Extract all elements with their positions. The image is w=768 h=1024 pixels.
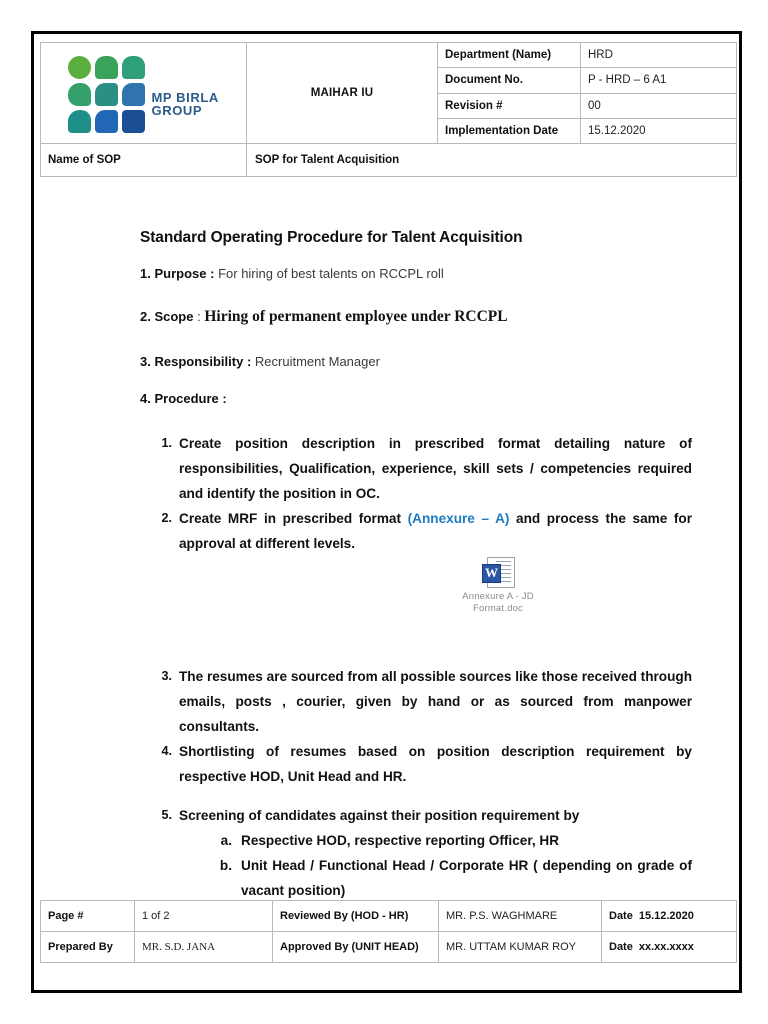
unit-title: MAIHAR IU xyxy=(247,43,438,144)
logo-tile-5 xyxy=(95,83,118,106)
footer-date-value: xx.xx.xxxx xyxy=(638,941,694,953)
sub-list-item-number: a. xyxy=(220,833,232,848)
field-label-department: Department (Name) xyxy=(438,43,581,68)
list-item-text-before: Create MRF in prescribed format xyxy=(179,511,408,526)
section-separator-1: : xyxy=(210,266,215,281)
section-value-purpose: For hiring of best talents on RCCPL roll xyxy=(218,266,444,281)
attachment-filename-line1: Annexure A - JD xyxy=(462,591,534,602)
page-title: Standard Operating Procedure for Talent Acquisition xyxy=(140,229,523,246)
footer-value-prepared-by: MR. S.D. JANA xyxy=(135,932,273,963)
sub-list-item-text: Unit Head / Functional Head / Corporate HR ( depending on grade of vacant position) xyxy=(241,858,692,898)
logo-wordmark-line2: GROUP xyxy=(151,103,203,118)
list-item xyxy=(152,739,692,789)
attachment-spacer xyxy=(152,556,692,664)
logo-tile-8 xyxy=(95,110,118,133)
annexure-reference-link[interactable]: (Annexure – A) xyxy=(407,511,510,526)
list-item-number: 1. xyxy=(161,436,172,450)
list-item-text-after: and process the same for approval at different levels. xyxy=(179,511,693,551)
list-spacer xyxy=(152,789,692,803)
section-procedure xyxy=(140,391,227,406)
list-item-number: 3. xyxy=(161,669,172,683)
list-item xyxy=(152,803,692,903)
field-value-document-no: P - HRD – 6 A1 xyxy=(581,68,737,93)
sub-list-item xyxy=(217,853,692,903)
logo-tile-2 xyxy=(95,56,118,79)
section-number-2: 2. xyxy=(140,309,151,324)
attachment-filename xyxy=(452,591,544,615)
procedure-sub-list xyxy=(179,828,692,903)
field-value-department: HRD xyxy=(581,43,737,68)
table-row xyxy=(41,43,737,68)
document-header-table xyxy=(40,42,737,177)
document-body xyxy=(34,194,739,898)
document-text-line xyxy=(496,561,511,562)
section-label-scope: Scope xyxy=(154,309,194,324)
section-value-scope: Hiring of permanent employee under RCCPL xyxy=(204,308,508,325)
footer-date-reviewed xyxy=(602,901,737,932)
logo-tile-6 xyxy=(122,83,145,106)
footer-label-reviewed-by: Reviewed By (HOD - HR) xyxy=(273,901,439,932)
list-item-number: 2. xyxy=(161,511,172,525)
footer-date-value: 15.12.2020 xyxy=(638,910,694,922)
logo-tile-3 xyxy=(122,56,145,79)
section-separator-2: : xyxy=(197,309,201,324)
embedded-attachment[interactable] xyxy=(452,557,544,615)
sub-list-item xyxy=(217,828,692,853)
logo-wordmark-line1: MP BIRLA xyxy=(151,89,219,105)
sop-name-value: SOP for Talent Acquisition xyxy=(247,144,737,177)
list-item xyxy=(152,431,692,506)
section-purpose xyxy=(140,266,444,281)
attachment-filename-line2: Format.doc xyxy=(472,603,524,614)
logo-wordmark xyxy=(152,91,219,118)
section-responsibility xyxy=(140,354,380,369)
list-item-text xyxy=(179,506,692,556)
footer-label-page: Page # xyxy=(41,901,135,932)
field-label-revision: Revision # xyxy=(438,93,581,118)
list-item-number: 4. xyxy=(161,744,172,758)
list-item xyxy=(152,664,692,739)
table-row xyxy=(41,144,737,177)
logo-tile-1 xyxy=(68,56,91,79)
list-item xyxy=(152,506,692,556)
field-value-implementation-date: 15.12.2020 xyxy=(581,118,737,143)
list-item-text: Create position description in prescribed format detailing nature of responsibilities, Qualification, experience, skill sets / competencies required and identify the position in OC. xyxy=(179,436,692,501)
sub-list-item-text: Respective HOD, respective reporting Officer, HR xyxy=(241,833,560,848)
section-number-1: 1. xyxy=(140,266,151,281)
list-item-number: 5. xyxy=(161,808,172,822)
footer-value-approved-by: MR. UTTAM KUMAR ROY xyxy=(439,932,602,963)
document-page xyxy=(31,31,742,993)
logo-tile-4 xyxy=(68,83,91,106)
section-label-purpose: Purpose xyxy=(154,266,207,281)
footer-value-page: 1 of 2 xyxy=(135,901,273,932)
logo-tile-9 xyxy=(122,110,145,133)
logo-grid-icon xyxy=(68,56,146,132)
section-separator-4: : xyxy=(222,391,227,406)
word-document-icon[interactable] xyxy=(481,557,515,587)
footer-date-label: Date xyxy=(609,941,633,953)
list-item-text: The resumes are sourced from all possible sources like those received through emails, posts , courier, given by hand or as sourced from manpower consultants. xyxy=(179,669,692,734)
logo-cell xyxy=(41,43,247,144)
field-value-revision: 00 xyxy=(581,93,737,118)
footer-label-prepared-by: Prepared By xyxy=(41,932,135,963)
word-w-glyph: W xyxy=(482,564,501,583)
table-row xyxy=(41,901,737,932)
section-scope xyxy=(140,308,508,326)
sub-list-item-number: b. xyxy=(219,858,232,873)
section-label-procedure: Procedure xyxy=(154,391,219,406)
list-item-text: Screening of candidates against their position requirement by xyxy=(179,808,580,823)
table-row xyxy=(41,932,737,963)
section-number-4: 4. xyxy=(140,391,151,406)
section-separator-3: : xyxy=(246,354,252,369)
field-label-document-no: Document No. xyxy=(438,68,581,93)
footer-value-reviewed-by: MR. P.S. WAGHMARE xyxy=(439,901,602,932)
section-number-3: 3. xyxy=(140,354,151,369)
footer-date-approved xyxy=(602,932,737,963)
procedure-list xyxy=(152,431,692,903)
logo-tile-7 xyxy=(68,110,91,133)
sop-name-label: Name of SOP xyxy=(41,144,247,177)
field-label-implementation-date: Implementation Date xyxy=(438,118,581,143)
footer-date-label: Date xyxy=(609,910,633,922)
list-item-text: Shortlisting of resumes based on position description requirement by respective HOD, Unit Head and HR. xyxy=(179,744,692,784)
document-footer-table xyxy=(40,900,737,963)
mp-birla-group-logo xyxy=(60,50,228,134)
section-label-responsibility: Responsibility xyxy=(154,354,244,369)
footer-label-approved-by: Approved By (UNIT HEAD) xyxy=(273,932,439,963)
section-value-responsibility: Recruitment Manager xyxy=(254,354,380,369)
